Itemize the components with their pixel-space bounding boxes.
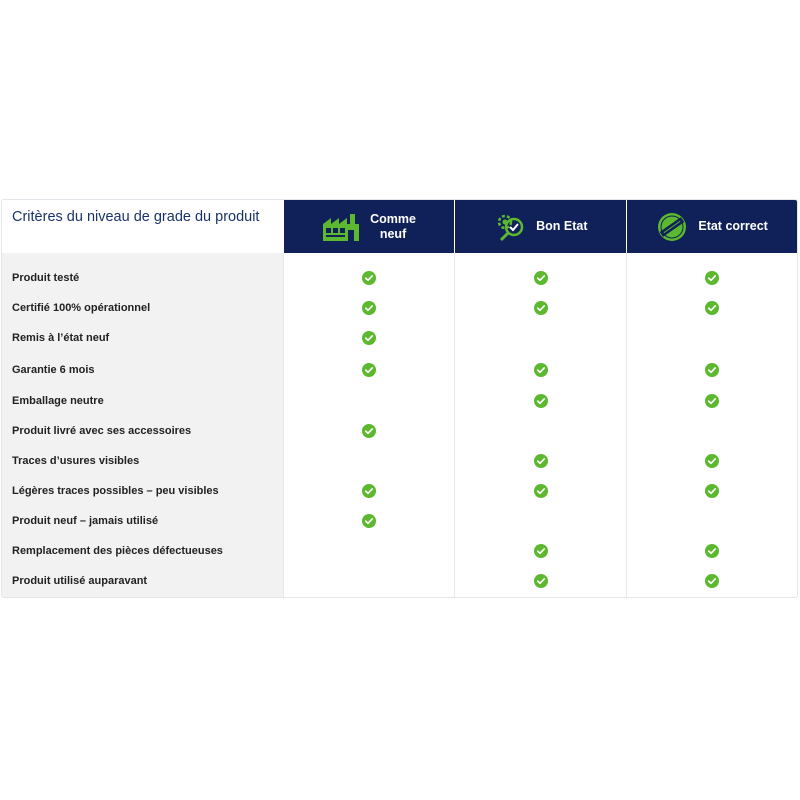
grade-mark-cell — [454, 536, 626, 566]
checkmark-icon — [362, 363, 376, 377]
grade-mark-cell — [283, 446, 455, 476]
grade-label-line1: Comme — [370, 211, 416, 226]
grade-mark-cell — [454, 263, 626, 293]
grade-mark-cell — [454, 353, 626, 386]
checkmark-icon — [362, 331, 376, 345]
grade-column-bon-etat — [454, 200, 626, 253]
grade-mark-cell — [283, 386, 455, 416]
mark-spacer — [626, 253, 797, 263]
table-row — [2, 323, 797, 353]
criteria-column-title: Critères du niveau de grade du produit — [2, 200, 283, 253]
grade-mark-cell — [454, 386, 626, 416]
table-header — [2, 200, 797, 253]
checkmark-icon — [534, 484, 548, 498]
criteria-label: Produit livré avec ses accessoires — [2, 416, 283, 446]
checkmark-icon — [534, 271, 548, 285]
criteria-label: Produit neuf – jamais utilisé — [2, 506, 283, 536]
grade-label-line1: Etat correct — [698, 219, 768, 233]
seal-stamp-icon — [656, 211, 688, 243]
grade-mark-cell — [283, 416, 455, 446]
grade-label-line1: Bon Etat — [536, 219, 588, 233]
grade-mark-cell — [626, 323, 797, 353]
grade-label-etat-correct — [698, 219, 767, 234]
grade-mark-cell — [454, 416, 626, 446]
grade-label-bon-etat — [536, 219, 587, 234]
grade-comparison-table — [1, 199, 798, 598]
table-row — [2, 353, 797, 386]
criteria-label: Certifié 100% opérationnel — [2, 293, 283, 323]
grade-label-comme-neuf — [370, 212, 416, 242]
table-row — [2, 263, 797, 293]
grade-mark-cell — [626, 386, 797, 416]
checkmark-icon — [705, 394, 719, 408]
grade-column-etat-correct — [626, 200, 797, 253]
grade-mark-cell — [283, 476, 455, 506]
checkmark-icon — [705, 484, 719, 498]
grade-mark-cell — [283, 293, 455, 323]
table-row — [2, 536, 797, 566]
mark-spacer — [626, 596, 797, 598]
grade-mark-cell — [626, 416, 797, 446]
checkmark-icon — [362, 514, 376, 528]
mark-spacer — [454, 596, 626, 598]
table-row — [2, 416, 797, 446]
checkmark-icon — [534, 454, 548, 468]
checkmark-icon — [362, 301, 376, 315]
grade-mark-cell — [626, 353, 797, 386]
grade-label-line2: neuf — [379, 226, 407, 241]
checkmark-icon — [534, 363, 548, 377]
checkmark-icon — [534, 574, 548, 588]
criteria-label: Garantie 6 mois — [2, 353, 283, 386]
grade-mark-cell — [626, 536, 797, 566]
mark-spacer — [454, 253, 626, 263]
mark-spacer — [283, 253, 455, 263]
grade-mark-cell — [626, 293, 797, 323]
grade-mark-cell — [454, 446, 626, 476]
checkmark-icon — [705, 301, 719, 315]
grade-mark-cell — [626, 506, 797, 536]
grade-mark-cell — [626, 446, 797, 476]
grade-column-comme-neuf — [283, 200, 455, 253]
grade-mark-cell — [626, 476, 797, 506]
criteria-label: Remplacement des pièces défectueuses — [2, 536, 283, 566]
table-row — [2, 446, 797, 476]
checkmark-icon — [534, 394, 548, 408]
checkmark-icon — [705, 363, 719, 377]
checkmark-icon — [705, 574, 719, 588]
table-body — [2, 253, 797, 598]
checkmark-icon — [534, 544, 548, 558]
grade-mark-cell — [283, 263, 455, 293]
checkmark-icon — [362, 424, 376, 438]
mark-spacer — [283, 596, 455, 598]
checkmark-icon — [362, 484, 376, 498]
checkmark-icon — [534, 301, 548, 315]
grade-mark-cell — [626, 566, 797, 596]
criteria-label: Traces d’usures visibles — [2, 446, 283, 476]
checkmark-icon — [705, 544, 719, 558]
criteria-label: Produit testé — [2, 263, 283, 293]
grade-mark-cell — [454, 506, 626, 536]
criteria-spacer — [2, 253, 283, 263]
table-spacer — [2, 253, 797, 263]
grade-mark-cell — [626, 263, 797, 293]
criteria-label: Légères traces possibles – peu visibles — [2, 476, 283, 506]
table-row — [2, 386, 797, 416]
criteria-label: Remis à l’état neuf — [2, 323, 283, 353]
table-row — [2, 506, 797, 536]
table-row — [2, 566, 797, 596]
factory-icon — [322, 212, 360, 242]
grade-mark-cell — [283, 353, 455, 386]
table-bottom-fill — [2, 596, 797, 598]
table-row — [2, 293, 797, 323]
checkmark-icon — [362, 271, 376, 285]
gear-check-icon — [494, 211, 526, 243]
table-row — [2, 476, 797, 506]
criteria-label: Emballage neutre — [2, 386, 283, 416]
grade-mark-cell — [454, 323, 626, 353]
grade-mark-cell — [283, 323, 455, 353]
grade-mark-cell — [454, 476, 626, 506]
grade-mark-cell — [454, 293, 626, 323]
grade-mark-cell — [283, 506, 455, 536]
grade-mark-cell — [454, 566, 626, 596]
criteria-spacer — [2, 596, 283, 598]
checkmark-icon — [705, 271, 719, 285]
checkmark-icon — [705, 454, 719, 468]
criteria-label: Produit utilisé auparavant — [2, 566, 283, 596]
grade-mark-cell — [283, 566, 455, 596]
grade-mark-cell — [283, 536, 455, 566]
